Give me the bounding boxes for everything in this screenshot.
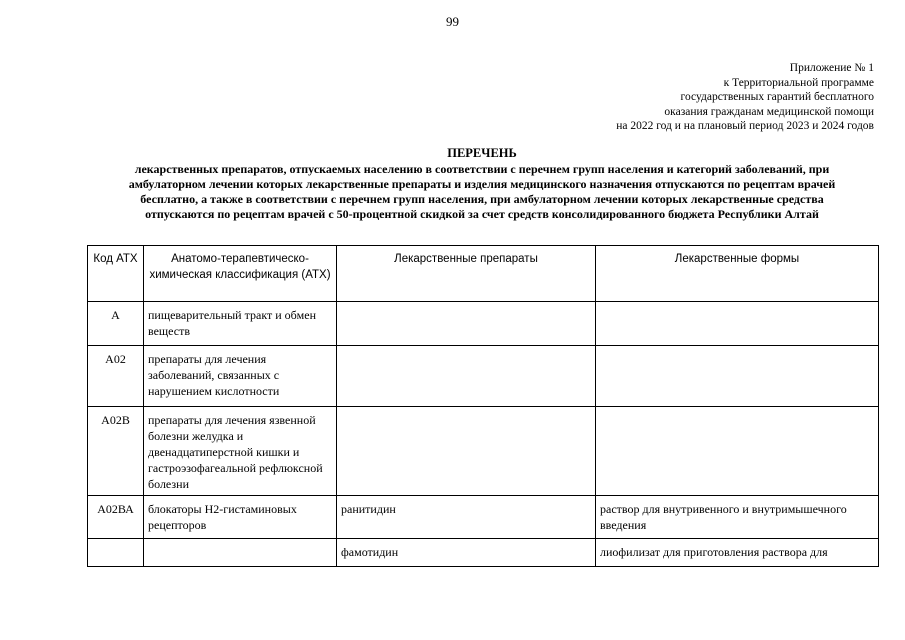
cell-classification: пищеварительный тракт и обмен веществ (144, 302, 337, 346)
cell-drug (337, 346, 596, 407)
table-row (88, 407, 879, 496)
cell-drug: ранитидин (337, 496, 596, 539)
cell-drug: фамотидин (337, 539, 596, 567)
table-row (88, 302, 879, 346)
header-code: Код АТХ (88, 246, 144, 302)
cell-classification: препараты для лечения заболеваний, связанных с нарушением кислотности (144, 346, 337, 407)
cell-form (596, 407, 879, 496)
document-title (82, 146, 882, 222)
title-heading: ПЕРЕЧЕНЬ (447, 146, 517, 160)
cell-form (596, 346, 879, 407)
title-line: отпускаются по рецептам врачей с 50-процентной скидкой за счет средств консолидированного бюджета Республики Алтай (145, 207, 819, 221)
cell-code (88, 539, 144, 567)
table-row (88, 496, 879, 539)
cell-drug (337, 302, 596, 346)
header-classification: Анатомо-терапевтическо-химическая классификация (АТХ) (144, 246, 337, 302)
table-row (88, 539, 879, 567)
appendix-line: на 2022 год и на плановый период 2023 и 2024 годов (616, 120, 874, 132)
title-line: лекарственных препаратов, отпускаемых населению в соответствии с перечнем групп населения и категорий заболеваний, при (134, 162, 830, 176)
cell-drug (337, 407, 596, 496)
cell-classification: блокаторы Н2-гистаминовых рецепторов (144, 496, 337, 539)
title-line: бесплатно, а также в соответствии с перечнем групп населения, при амбулаторном лечении которых лекарственные средства (140, 192, 824, 206)
cell-code: А02 (88, 346, 144, 407)
drug-list-table (87, 245, 879, 567)
header-forms: Лекарственные формы (596, 246, 879, 302)
page-number: 99 (446, 14, 459, 29)
appendix-line: государственных гарантий бесплатного (680, 91, 874, 103)
appendix-note (554, 61, 874, 134)
cell-code: А02В (88, 407, 144, 496)
cell-classification (144, 539, 337, 567)
header-drugs: Лекарственные препараты (337, 246, 596, 302)
appendix-line: Приложение № 1 (789, 62, 874, 74)
cell-code: А (88, 302, 144, 346)
cell-form (596, 302, 879, 346)
cell-form: раствор для внутривенного и внутримышечного введения (596, 496, 879, 539)
table-row (88, 346, 879, 407)
appendix-line: к Территориальной программе (723, 76, 874, 89)
cell-form: лиофилизат для приготовления раствора для (596, 539, 879, 567)
title-line: амбулаторном лечении которых лекарственные препараты и изделия медицинского назначения отпускаются по рецептам врачей (128, 177, 836, 191)
cell-code: А02ВА (88, 496, 144, 539)
cell-classification: препараты для лечения язвенной болезни желудка и двенадцатиперстной кишки и гастроэзофагеальной рефлюксной болезни (144, 407, 337, 496)
table-header-row (88, 246, 879, 302)
appendix-line: оказания гражданам медицинской помощи (664, 105, 874, 118)
